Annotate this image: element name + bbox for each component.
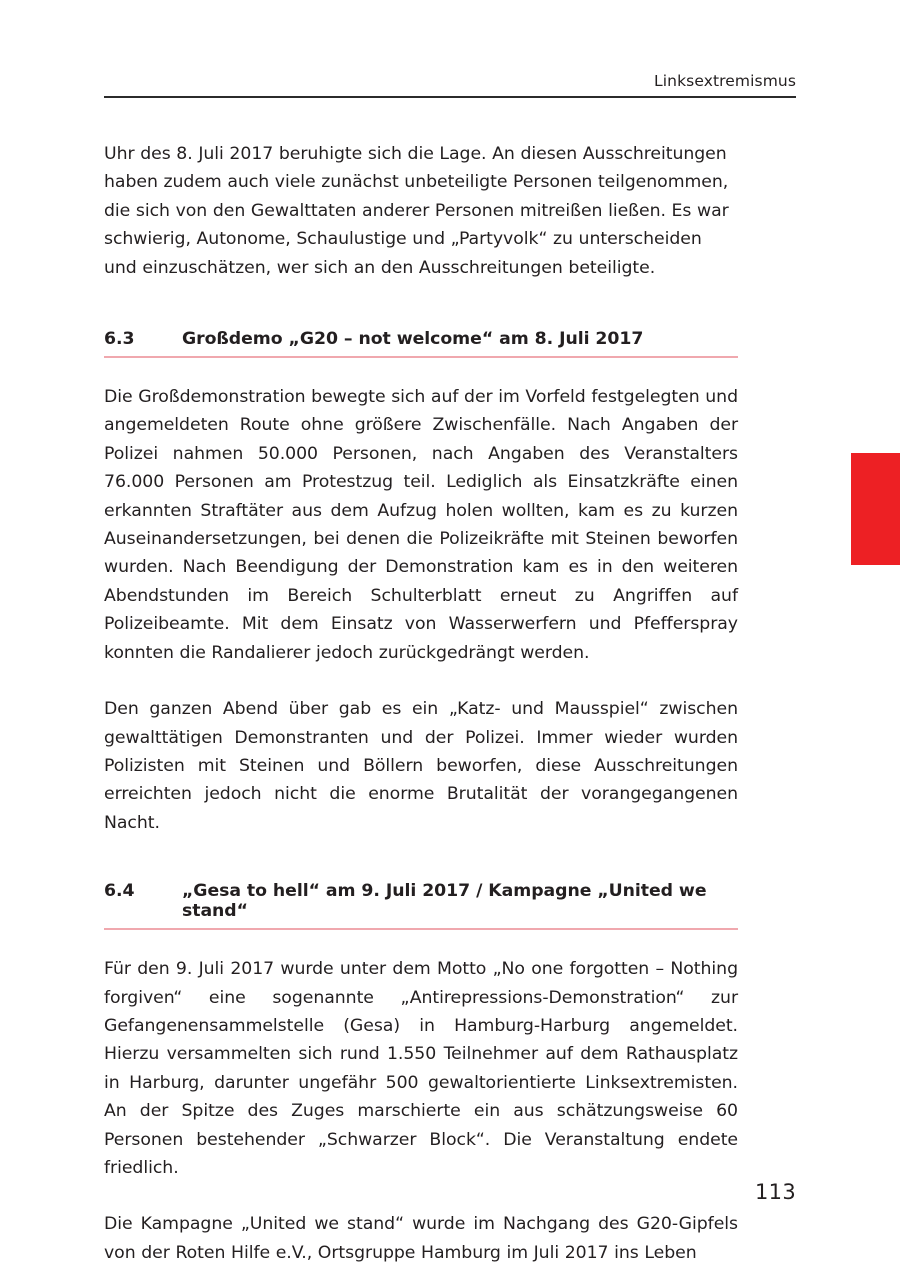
section-title-6-3: Großdemo „G20 – not welcome“ am 8. Juli 2017 xyxy=(182,329,644,350)
section-heading-6-3-row xyxy=(104,329,738,356)
running-header-title: Linksextremismus xyxy=(654,72,796,90)
spacer xyxy=(104,282,738,329)
section-heading-6-4 xyxy=(104,881,738,930)
section-6-4-paragraph-1: Für den 9. Juli 2017 wurde unter dem Motto „No one forgotten – Nothing forgiven“ eine sogenannte „Antirepressions-Demonstration“ zur Gefangenensammelstelle (Gesa) in Hamburg-Harburg angemeldet. Hierzu versammelten sich rund 1.550 Teilnehmer auf dem Rathausplatz in Harburg, darunter ungefähr 500 gewaltorientierte Linksextremisten. An der Spitze des Zuges marschierte ein aus schätzungsweise 60 Personen bestehender „Schwarzer Block“. Die Veranstaltung endete friedlich. xyxy=(104,959,738,1178)
spacer xyxy=(104,358,738,383)
body-column xyxy=(104,140,738,1267)
section-6-4-paragraph-2: Die Kampagne „United we stand“ wurde im Nachgang des G20-Gipfels von der Roten Hilfe e.V., Ortsgruppe Hamburg im Juli 2017 ins Leben xyxy=(104,1214,738,1263)
section-number-6-3: 6.3 xyxy=(104,329,135,350)
header-divider xyxy=(104,96,796,98)
section-6-3-paragraph-2: Den ganzen Abend über gab es ein „Katz- und Mausspiel“ zwischen gewalttätigen Demonstranten und der Polizei. Immer wieder wurden Polizisten mit Steinen und Böllern beworfen, diese Ausschreitungen erreichten jedoch nicht die enorme Brutalität der vorangegangenen Nacht. xyxy=(104,699,738,833)
spacer xyxy=(104,837,738,881)
section-number-6-4: 6.4 xyxy=(104,881,135,902)
spacer xyxy=(104,930,738,955)
section-heading-6-4-row xyxy=(104,881,738,928)
spacer xyxy=(104,667,738,695)
section-title-6-4: „Gesa to hell“ am 9. Juli 2017 / Kampagne „United we stand“ xyxy=(182,881,707,922)
running-header xyxy=(104,72,796,98)
chapter-edge-tab xyxy=(851,453,900,565)
intro-paragraph: Uhr des 8. Juli 2017 beruhigte sich die Lage. An diesen Ausschreitungen haben zudem auch viele zunächst unbeteiligte Personen teilgenommen, die sich von den Gewalttaten anderer Personen mitreißen ließen. Es war schwierig, Autonome, Schaulustige und „Partyvolk“ zu unterscheiden und einzuschätzen, wer sich an den Ausschreitungen beteiligte. xyxy=(104,144,729,278)
section-heading-6-3 xyxy=(104,329,738,358)
section-6-3-paragraph-1: Die Großdemonstration bewegte sich auf der im Vorfeld festgelegten und angemeldeten Route ohne größere Zwischenfälle. Nach Angaben der Polizei nahmen 50.000 Personen, nach Angaben des Veranstalters 76.000 Personen am Protestzug teil. Lediglich als Einsatzkräfte einen erkannten Straftäter aus dem Aufzug holen wollten, kam es zu kurzen Auseinandersetzungen, bei denen die Polizeikräfte mit Steinen beworfen wurden. Nach Beendigung der Demonstration kam es in den weiteren Abendstunden im Bereich Schulterblatt erneut zu Angriffen auf Polizeibeamte. Mit dem Einsatz von Wasserwerfern und Pfefferspray konnten die Randalierer jedoch zurückgedrängt werden. xyxy=(104,387,738,663)
page-number: 113 xyxy=(755,1180,796,1204)
